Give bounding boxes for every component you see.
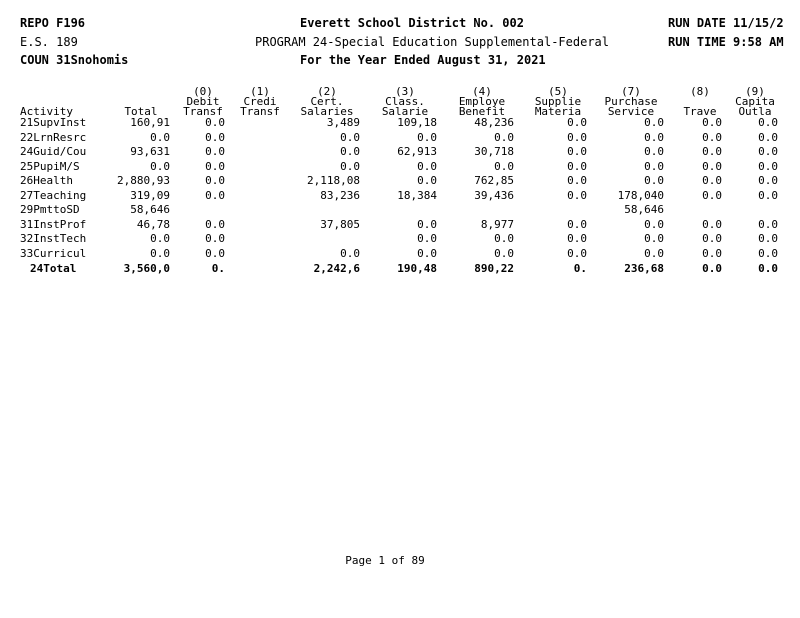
cell-c8: 0.0: [702, 263, 722, 275]
cell-c7: 178,040: [617, 189, 664, 202]
county-code: COUN 31Snohomis: [20, 53, 129, 67]
column-header-c8-line0: (8): [690, 86, 710, 98]
activity-label: 22LrnResrc: [20, 131, 87, 144]
column-header-c5-line0: (5): [548, 86, 568, 98]
column-header-c1-line2: Transf: [240, 106, 280, 118]
column-header-c2-line2: Salaries: [300, 106, 354, 118]
cell-c7: 0.0: [644, 117, 664, 129]
activity-label: 27Teaching: [20, 189, 87, 202]
column-header-c8-line2: Trave: [683, 106, 717, 118]
activity-label: 33Curricul: [20, 247, 87, 260]
cell-c7: 0.0: [644, 175, 664, 187]
activity-label: 26Health: [20, 175, 73, 187]
column-header-c2-line0: (2): [317, 86, 337, 98]
program-title: PROGRAM 24-Special Education Supplemental-Federal: [255, 35, 610, 49]
cell-total: 0.0: [150, 160, 170, 173]
column-header-c9-line0: (9): [745, 86, 765, 98]
cell-c0: 0.0: [205, 175, 225, 187]
run-time: RUN TIME 9:58 AM: [668, 35, 784, 49]
cell-c5: 0.0: [567, 160, 587, 173]
column-header-c7-line0: (7): [621, 86, 641, 98]
cell-c7: 0.0: [644, 146, 664, 158]
cell-c8: 0.0: [702, 160, 722, 173]
cell-total: 93,631: [130, 146, 170, 158]
cell-c3: 62,913: [397, 146, 437, 158]
cell-c4: 762,85: [474, 175, 514, 187]
cell-c4: 39,436: [474, 189, 514, 202]
cell-c0: 0.0: [205, 117, 225, 129]
activity-label: 31InstProf: [20, 218, 87, 231]
cell-c3: 190,48: [397, 263, 437, 275]
cell-c3: 0.0: [417, 247, 437, 260]
cell-c5: 0.0: [567, 247, 587, 260]
cell-c0: 0.0: [205, 146, 225, 158]
activity-label: 32InstTech: [20, 233, 87, 245]
cell-total: 0.0: [150, 233, 170, 245]
column-header-c5-line1: Supplie: [534, 96, 582, 108]
column-header-c4-line1: Employe: [458, 96, 506, 108]
cell-c5: 0.0: [567, 131, 587, 144]
cell-c5: 0.0: [567, 233, 587, 245]
column-header-c4-line2: Benefit: [458, 106, 506, 118]
cell-c8: 0.0: [702, 146, 722, 158]
report-code: REPO F196: [20, 16, 86, 30]
column-header-c1-line0: (1): [250, 86, 270, 98]
column-header-activity-line2: Activity: [20, 106, 73, 118]
cell-c0: 0.0: [205, 233, 225, 245]
column-header-c3-line0: (3): [395, 86, 415, 98]
cell-c3: 18,384: [397, 189, 437, 202]
column-header-c0-line2: Transf: [183, 106, 223, 118]
cell-c2: 0.0: [340, 247, 360, 260]
cell-c0: 0.0: [205, 247, 225, 260]
cell-c0: 0.0: [205, 218, 225, 231]
cell-c8: 0.0: [702, 131, 722, 144]
column-header-c5-line2: Materia: [534, 106, 582, 118]
cell-c9: 0.0: [758, 175, 778, 187]
column-header-c9-line2: Outla: [738, 106, 772, 118]
district-name: Everett School District No. 002: [300, 16, 524, 30]
cell-c7: 236,68: [624, 263, 664, 275]
cell-c3: 0.0: [417, 175, 437, 187]
cell-c4: 8,977: [480, 218, 514, 231]
column-header-c1-line1: Credi: [243, 96, 277, 108]
column-header-c3-line1: Class.: [385, 96, 425, 108]
cell-total: 58,646: [130, 204, 170, 216]
cell-c8: 0.0: [702, 175, 722, 187]
activity-label: 29PmttoSD: [20, 204, 80, 216]
cell-total: 319,09: [130, 189, 170, 202]
cell-total: 46,78: [136, 218, 170, 231]
column-header-c7-line2: Service: [607, 106, 655, 118]
cell-c2: 0.0: [340, 146, 360, 158]
cell-c8: 0.0: [702, 247, 722, 260]
cell-c9: 0.0: [758, 263, 778, 275]
cell-c9: 0.0: [758, 218, 778, 231]
cell-c7: 58,646: [624, 204, 664, 216]
cell-c5: 0.0: [567, 175, 587, 187]
cell-c2: 2,242,6: [313, 263, 360, 275]
cell-c7: 0.0: [644, 233, 664, 245]
cell-c5: 0.0: [567, 146, 587, 158]
run-date: RUN DATE 11/15/2: [668, 16, 784, 30]
cell-c2: 3,489: [326, 117, 360, 129]
cell-c5: 0.: [573, 263, 587, 275]
cell-c0: 0.0: [205, 160, 225, 173]
cell-c2: 37,805: [320, 218, 360, 231]
cell-c7: 0.0: [644, 218, 664, 231]
cell-c4: 0.0: [494, 160, 514, 173]
cell-c3: 0.0: [417, 160, 437, 173]
cell-c7: 0.0: [644, 160, 664, 173]
column-header-c7-line1: Purchase: [604, 96, 658, 108]
cell-c4: 0.0: [494, 233, 514, 245]
column-header-c9-line1: Capita: [735, 96, 775, 108]
cell-c0: 0.0: [205, 189, 225, 202]
cell-c4: 890,22: [474, 263, 514, 275]
cell-total: 0.0: [150, 131, 170, 144]
cell-c4: 0.0: [494, 131, 514, 144]
cell-c9: 0.0: [758, 160, 778, 173]
cell-total: 2,880,93: [117, 175, 170, 187]
cell-c2: 2,118,08: [307, 175, 360, 187]
cell-c8: 0.0: [702, 189, 722, 202]
cell-c0: 0.: [211, 263, 225, 275]
es-code: E.S. 189: [20, 35, 78, 49]
cell-c4: 0.0: [494, 247, 514, 260]
cell-c7: 0.0: [644, 247, 664, 260]
cell-c9: 0.0: [758, 146, 778, 158]
cell-c3: 109,18: [397, 117, 437, 129]
cell-c4: 30,718: [474, 146, 514, 158]
cell-c0: 0.0: [205, 131, 225, 144]
cell-c5: 0.0: [567, 117, 587, 129]
cell-c5: 0.0: [567, 218, 587, 231]
cell-c9: 0.0: [758, 131, 778, 144]
cell-c2: 83,236: [320, 189, 360, 202]
fiscal-period: For the Year Ended August 31, 2021: [300, 53, 546, 67]
cell-c2: 0.0: [340, 131, 360, 144]
cell-c3: 0.0: [417, 233, 437, 245]
cell-c9: 0.0: [758, 117, 778, 129]
cell-c9: 0.0: [758, 247, 778, 260]
cell-c9: 0.0: [758, 233, 778, 245]
cell-c5: 0.0: [567, 189, 587, 202]
cell-c3: 0.0: [417, 218, 437, 231]
cell-c4: 48,236: [474, 117, 514, 129]
activity-label: 21SupvInst: [20, 117, 87, 129]
column-header-c3-line2: Salarie: [381, 106, 429, 118]
cell-total: 3,560,0: [123, 263, 170, 275]
cell-total: 0.0: [150, 247, 170, 260]
column-header-c2-line1: Cert.: [310, 96, 344, 108]
cell-total: 160,91: [130, 117, 170, 129]
cell-c2: 0.0: [340, 160, 360, 173]
column-header-total-line2: Total: [124, 106, 158, 118]
column-header-c4-line0: (4): [472, 86, 492, 98]
cell-c9: 0.0: [758, 189, 778, 202]
cell-c7: 0.0: [644, 131, 664, 144]
cell-c3: 0.0: [417, 131, 437, 144]
cell-c8: 0.0: [702, 117, 722, 129]
cell-c8: 0.0: [702, 218, 722, 231]
activity-label: 24Total: [30, 263, 77, 275]
activity-label: 25PupiM/S: [20, 160, 80, 173]
page-number: Page 1 of 89: [345, 554, 425, 567]
column-header-c0-line0: (0): [193, 86, 213, 98]
cell-c8: 0.0: [702, 233, 722, 245]
activity-label: 24Guid/Cou: [20, 146, 87, 158]
column-header-c0-line1: Debit: [186, 96, 220, 108]
